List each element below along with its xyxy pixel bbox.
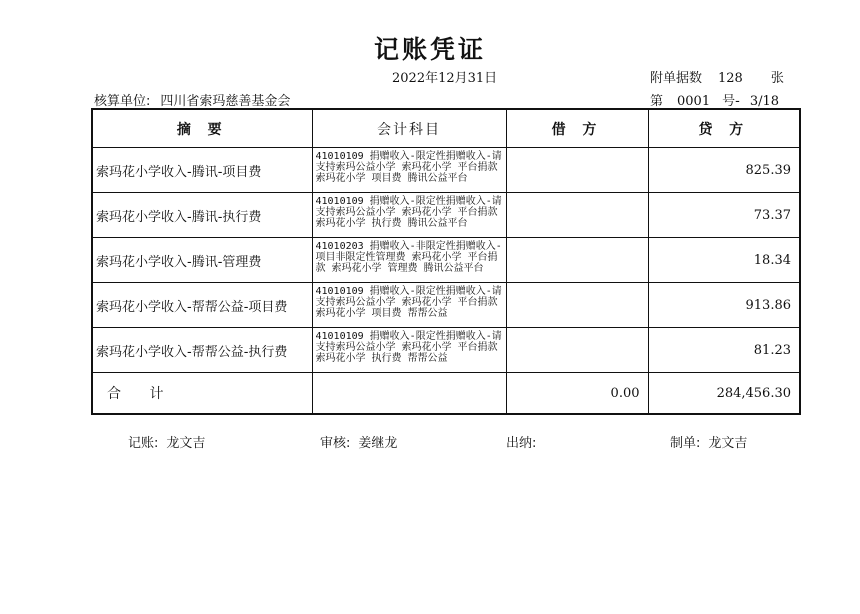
reviewer-label: 审核:	[320, 436, 351, 451]
accounting-unit	[94, 90, 290, 109]
total-row	[92, 373, 800, 415]
row-debit	[506, 283, 648, 328]
voucher-page: 3/18	[749, 94, 780, 109]
voucher-number	[650, 90, 779, 109]
table-row	[92, 238, 800, 283]
header-credit: 贷 方	[648, 109, 800, 148]
preparer-label: 制单:	[670, 436, 701, 451]
row-debit	[506, 193, 648, 238]
voucher-number-prefix: 第	[650, 94, 664, 109]
attachment-label: 附单据数	[650, 71, 703, 86]
total-debit: 0.00	[506, 373, 648, 415]
voucher-title: 记账凭证	[373, 35, 486, 64]
total-account-blank	[312, 373, 506, 415]
row-debit	[506, 148, 648, 193]
attachment-unit: 张	[770, 71, 784, 86]
table-header-row	[92, 109, 800, 148]
row-account: 41010109 捐赠收入-限定性捐赠收入-请支持索玛公益小学 索玛花小学 平台捐款 索玛花小学 项目费 帮帮公益	[312, 283, 506, 328]
total-label: 合 计	[92, 373, 312, 415]
row-summary: 索玛花小学收入-腾讯-管理费	[92, 238, 312, 283]
row-summary: 索玛花小学收入-腾讯-项目费	[92, 148, 312, 193]
row-account: 41010109 捐赠收入-限定性捐赠收入-请支持索玛公益小学 索玛花小学 平台捐款 索玛花小学 项目费 腾讯公益平台	[312, 148, 506, 193]
header-account: 会计科目	[312, 109, 506, 148]
row-credit: 913.86	[648, 283, 800, 328]
table-row	[92, 283, 800, 328]
cashier-signature	[506, 432, 544, 451]
accounting-unit-name: 四川省索玛慈善基金会	[160, 94, 291, 109]
row-credit: 825.39	[648, 148, 800, 193]
row-summary: 索玛花小学收入-帮帮公益-执行费	[92, 328, 312, 373]
bookkeeper-label: 记账:	[128, 436, 159, 451]
reviewer-name: 姜继龙	[358, 436, 398, 451]
preparer-name: 龙文吉	[708, 436, 748, 451]
row-account: 41010203 捐赠收入-非限定性捐赠收入-项目非限定性管理费 索玛花小学 平台捐款 索玛花小学 管理费 腾讯公益平台	[312, 238, 506, 283]
header-debit: 借 方	[506, 109, 648, 148]
cashier-label: 出纳:	[506, 436, 537, 451]
row-account: 41010109 捐赠收入-限定性捐赠收入-请支持索玛公益小学 索玛花小学 平台捐款 索玛花小学 执行费 腾讯公益平台	[312, 193, 506, 238]
row-debit	[506, 328, 648, 373]
row-summary: 索玛花小学收入-腾讯-执行费	[92, 193, 312, 238]
row-credit: 73.37	[648, 193, 800, 238]
header-summary: 摘 要	[92, 109, 312, 148]
row-account: 41010109 捐赠收入-限定性捐赠收入-请支持索玛公益小学 索玛花小学 平台捐款 索玛花小学 执行费 帮帮公益	[312, 328, 506, 373]
reviewer-signature	[320, 432, 397, 451]
row-credit: 81.23	[648, 328, 800, 373]
table-row	[92, 148, 800, 193]
row-credit: 18.34	[648, 238, 800, 283]
total-credit: 284,456.30	[648, 373, 800, 415]
bookkeeper-signature	[128, 432, 205, 451]
attachment-count	[650, 67, 784, 86]
voucher-date: 2022年12月31日	[392, 71, 498, 86]
table-row	[92, 328, 800, 373]
row-summary: 索玛花小学收入-帮帮公益-项目费	[92, 283, 312, 328]
voucher-table	[91, 108, 801, 415]
preparer-signature	[670, 432, 747, 451]
bookkeeper-name: 龙文吉	[166, 436, 206, 451]
attachment-number: 128	[718, 71, 743, 86]
table-row	[92, 193, 800, 238]
row-debit	[506, 238, 648, 283]
voucher-number-value: 0001	[677, 94, 711, 109]
voucher-number-suffix: 号-	[722, 94, 740, 109]
accounting-unit-label: 核算单位:	[94, 94, 151, 109]
